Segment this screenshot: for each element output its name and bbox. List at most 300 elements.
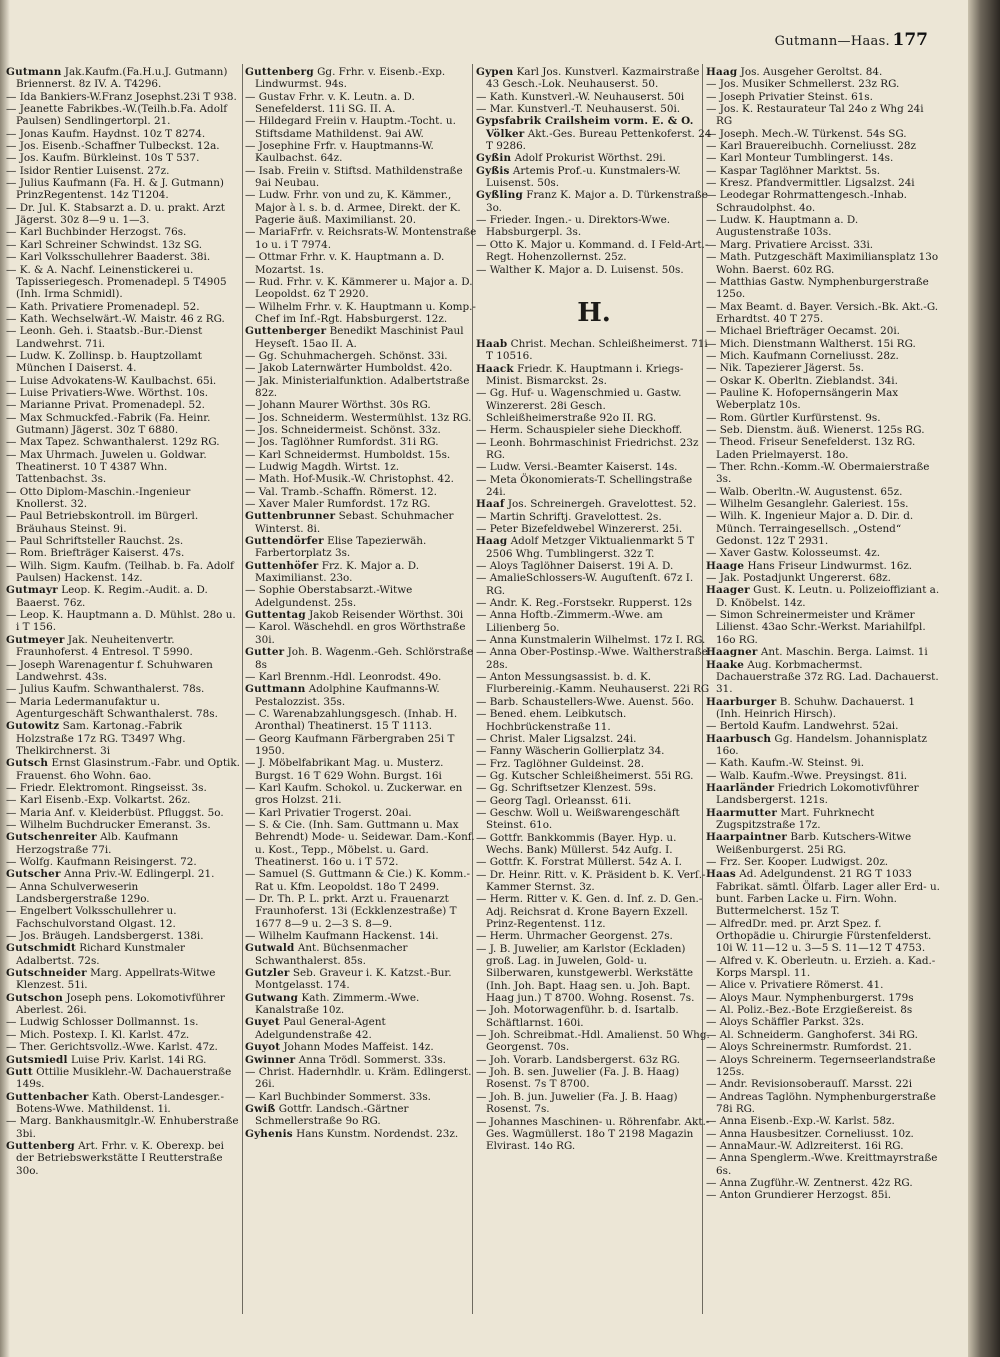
entry-details: Frz. K. Major a. D. Maximilianst. 23o.: [255, 559, 420, 585]
entry-details: — Mich. Kaufmann Corneliusst. 28z.: [706, 349, 899, 362]
directory-entry: [245, 560, 481, 585]
entry-details: — Karl Brauereibuchh. Corneliusst. 28z: [706, 140, 916, 153]
entry-details: — Wilh. Sigm. Kaufm. (Teilhab. b. Fa. Adolf Paulsen) Hackenst. 14z.: [6, 559, 234, 585]
entry-details: — Joh. Vorarb. Landsbergerst. 63z RG.: [476, 1053, 681, 1066]
entry-surname: Gutschenreiter: [6, 831, 97, 844]
directory-entry: [6, 128, 242, 140]
entry-details: — Leop. K. Hauptmann a. D. Mühlst. 28o u. i T 156.: [6, 609, 236, 634]
directory-entry: [706, 807, 942, 832]
entry-details: Sam. Kartonag.-Fabrik Holzstraße 17z RG. T3497 Whg. Thelkirchnerst. 3i: [16, 720, 186, 757]
column-4: [706, 66, 942, 1336]
directory-entry: [6, 547, 242, 559]
directory-entry: [6, 449, 242, 486]
entry-details: — Ludw. K. Hauptmann a. D. Augustenstraße 103s.: [706, 214, 859, 239]
directory-entry: [6, 313, 242, 325]
directory-entry: [476, 387, 712, 424]
directory-entry: [245, 1091, 481, 1103]
directory-entry: [706, 770, 942, 782]
entry-details: Friedr. K. Hauptmann i. Kriegs-Minist. Bismarckst. 2s.: [486, 362, 684, 387]
entry-details: — Jakob Laternwärter Humboldst. 42o.: [245, 362, 453, 375]
directory-entry: [245, 91, 481, 116]
directory-entry: [245, 140, 481, 165]
directory-entry: [706, 387, 942, 412]
entry-details: — Anna Kunstmalerin Wilhelmst. 17z I. RG.: [476, 634, 706, 647]
directory-entry: [706, 992, 942, 1004]
directory-entry: [6, 66, 242, 91]
entry-details: — Jak. Postadjunkt Ungererst. 68z.: [706, 572, 891, 585]
directory-entry: [476, 671, 712, 696]
directory-entry: [476, 832, 712, 857]
entry-details: — Joseph Privatier Steinst. 61s.: [706, 90, 873, 103]
entry-details: Friedrich Lokomotivführer Landsbergerst. 121s.: [716, 781, 919, 807]
directory-entry: [706, 103, 942, 128]
directory-entry: [706, 239, 942, 251]
directory-entry: [245, 992, 481, 1017]
directory-entry: [476, 535, 712, 560]
entry-details: — Gg. Kutscher Schleißheimerst. 55i RG.: [476, 769, 694, 782]
entry-details: — Karl Monteur Tumblingerst. 14s.: [706, 152, 894, 165]
entry-details: — Luise Privatiers-Wwe. Wörthst. 10s.: [6, 386, 208, 399]
entry-details: — Jos. K. Restaurateur Tal 24o z Whg 24i RG: [706, 103, 924, 128]
directory-entry: [245, 412, 481, 424]
entry-surname: Gypsfabrik Crailsheim vorm. E. & O. Völker: [476, 115, 694, 140]
directory-entry: [706, 1054, 942, 1079]
entry-details: Gust. K. Leutn. u. Polizeioffiziant a. D. Knöbelst. 14z.: [716, 584, 940, 609]
directory-entry: [245, 671, 481, 683]
directory-entry: [245, 621, 481, 646]
directory-entry: [6, 807, 242, 819]
directory-entry: [6, 856, 242, 868]
directory-entry: [706, 177, 942, 189]
entry-details: — Herm. Uhrmacher Georgenst. 27s.: [476, 930, 673, 943]
directory-entry: [476, 733, 712, 745]
entry-details: — Mich. Postexp. I. Kl. Karlst. 47z.: [6, 1028, 190, 1041]
entry-details: — Karl Buchbinder Sommerst. 33s.: [245, 1090, 431, 1103]
entry-details: — Aloys Taglöhner Daiserst. 19i A. D.: [476, 560, 674, 573]
entry-details: — Nik. Tapezierer Jägerst. 5s.: [706, 362, 864, 375]
directory-entry: [476, 1091, 712, 1116]
entry-details: Richard Kunstmaler Adalbertst. 72s.: [16, 942, 185, 967]
entry-details: Sebast. Schuhmacher Winterst. 8i.: [255, 510, 454, 535]
entry-surname: Guttenberg: [6, 1139, 75, 1152]
directory-entry: [6, 794, 242, 806]
directory-entry: [6, 1041, 242, 1053]
directory-entry: [6, 202, 242, 227]
entry-details: — Otto K. Major u. Kommand. d. I Feld-Art.-Regt. Hohenzollernst. 25z.: [476, 238, 709, 264]
entry-surname: Gwiß: [245, 1102, 276, 1115]
entry-details: Paul General-Agent Adelgundenstraße 42.: [255, 1016, 386, 1041]
entry-details: — Wilhelm Frhr. v. K. Hauptmann u. Komp.-Chef im Inf.-Rgt. Habsburgerst. 12z.: [245, 300, 476, 325]
directory-entry: [245, 535, 481, 560]
entry-surname: Haaf: [476, 498, 505, 511]
directory-entry: [706, 1152, 942, 1177]
entry-details: Elise Tapezierwäh. Farbertorplatz 3s.: [255, 535, 427, 560]
directory-entry: [6, 1054, 242, 1066]
directory-entry: [245, 1128, 481, 1140]
entry-details: — Martin Schriftj. Gravelottest. 2s.: [476, 510, 662, 523]
entry-details: — Hildegard Freiin v. Hauptm.-Tocht. u. Stiftsdame Mathildenst. 9ai AW.: [245, 115, 456, 140]
directory-entry: [706, 757, 942, 769]
entry-details: — Kath. Wechselwärt.-W. Maistr. 46 z RG.: [6, 312, 225, 325]
entry-details: — Anton Messungsassist. b. d. K. Flurbereinig.-Kamm. Neuhauserst. 22i RG: [476, 671, 710, 696]
entry-surname: Gyßis: [476, 164, 510, 177]
directory-entry: [706, 510, 942, 547]
entry-details: — Andr. K. Reg.-Forstsekr. Rupperst. 12s: [476, 597, 692, 610]
entry-details: — Wilhelm Buchdrucker Emeranst. 3s.: [6, 818, 211, 831]
entry-details: Leop. K. Regim.-Audit. a. D. Baaerst. 76z.: [16, 584, 208, 609]
directory-entry: [245, 807, 481, 819]
directory-entry: [245, 486, 481, 498]
directory-entry: [6, 757, 242, 782]
entry-details: — Joh. B. jun. Juwelier (Fa. J. B. Haag) Rosenst. 7s.: [476, 1090, 678, 1116]
directory-entry: [476, 770, 712, 782]
directory-entry: [476, 930, 712, 942]
directory-entry: [476, 523, 712, 535]
directory-entry: [6, 301, 242, 313]
directory-entry: [476, 758, 712, 770]
directory-entry: [706, 301, 942, 326]
entry-details: — Karl Brennm.-Hdl. Leonrodst. 49o.: [245, 670, 442, 683]
directory-entry: [245, 1103, 481, 1128]
entry-details: — Jeanette Fabrikbes.-W.(Teilh.b.Fa. Adolf Paulsen) Sendlingertorpl. 21.: [6, 103, 228, 128]
entry-details: — Rom. Gürtler Kurfürstenst. 9s.: [706, 411, 881, 424]
entry-details: Hans Kunstm. Nordendst. 23z.: [296, 1127, 459, 1140]
entry-surname: Haarbusch: [706, 732, 772, 745]
entry-details: — Fanny Wäscherin Gollierplatz 34.: [476, 745, 665, 758]
entry-details: — Leonh. Geh. i. Staatsb.-Bur.-Dienst Landwehrst. 71i.: [6, 325, 203, 350]
entry-surname: Haab: [476, 337, 508, 350]
directory-entry: [706, 856, 942, 868]
entry-details: — Math. Putzgeschäft Maximiliansplatz 13o Wohn. Baerst. 60z RG.: [706, 251, 939, 276]
directory-entry: [245, 893, 481, 930]
entry-details: — Max Beamt. d. Bayer. Versich.-Bk. Akt.-G. Erhardtst. 40 T 275.: [706, 300, 939, 325]
entry-details: — Math. Hof-Musik.-W. Christophst. 42.: [245, 473, 454, 486]
entry-details: — Joseph. Mech.-W. Türkenst. 54s SG.: [706, 127, 907, 140]
directory-entry: [706, 572, 942, 584]
directory-entry: [476, 782, 712, 794]
directory-entry: [6, 140, 242, 152]
entry-details: — Xaver Gastw. Kolosseumst. 4z.: [706, 547, 881, 560]
directory-entry: [6, 819, 242, 831]
directory-entry: [245, 301, 481, 326]
directory-entry: [706, 1078, 942, 1090]
directory-entry: [245, 1066, 481, 1091]
entry-surname: Gyßling: [476, 189, 523, 202]
directory-entry: [706, 276, 942, 301]
directory-entry: [706, 412, 942, 424]
entry-details: — Simon Schreinermeister und Krämer Lilienst. 43ao Schr.-Werkst. Mariahilfpl. 16o RG.: [706, 609, 926, 646]
entry-details: — Geschw. Woll u. Weißwarengeschäft Steinst. 61o.: [476, 806, 680, 832]
entry-details: — Maria Anf. v. Kleiderbüst. Pfluggst. 5o.: [6, 806, 224, 819]
directory-entry: [245, 362, 481, 374]
directory-entry: [706, 350, 942, 362]
entry-details: — Andreas Taglöhn. Nymphenburgerstraße 78i RG.: [706, 1090, 936, 1115]
directory-entry: [6, 1115, 242, 1140]
entry-details: — Gustav Frhr. v. K. Leutn. a. D. Senefelderst. 11i SG. II. A.: [245, 90, 415, 116]
directory-entry: [706, 375, 942, 387]
entry-details: — Ludwig Schlosser Dollmannst. 1s.: [6, 1016, 199, 1029]
entry-details: — Aloys Schreinermstr. Rumfordst. 21.: [706, 1041, 912, 1054]
entry-details: — Ludw. Frhr. von und zu, K. Kämmer., Major à l. s. b. d. Armee, Direkt. der K. Pagerie äuß. Maximilianst. 20.: [245, 189, 461, 227]
entry-details: — Wilh. K. Ingenieur Major a. D. Dir. d. Münch. Terraingesellsch. „Ostend“ Gedonst. 12z T 2931.: [706, 510, 914, 548]
entry-details: — Ottmar Frhr. v. K. Hauptmann a. D. Mozartst. 1s.: [245, 251, 445, 276]
entry-details: — Anna Hoftb.-Zimmerm.-Wwe. am Lilienberg 5o.: [476, 609, 663, 634]
entry-details: — Al. Schneiderm. Ganghoferst. 34i RG.: [706, 1028, 918, 1041]
page-number: 177: [892, 30, 928, 50]
directory-entry: [6, 1140, 242, 1177]
directory-entry: [476, 511, 712, 523]
directory-entry: [245, 165, 481, 190]
entry-surname: Guttenbacher: [6, 1090, 89, 1103]
entry-details: — Aloys Maur. Nymphenburgerst. 179s: [706, 991, 914, 1004]
directory-entry: [245, 967, 481, 992]
directory-entry: [706, 338, 942, 350]
directory-entry: [245, 930, 481, 942]
entry-details: Christ. Mechan. Schleißheimerst. 71i T 10516.: [486, 337, 708, 363]
entry-surname: Gutmann: [6, 66, 62, 78]
entry-surname: Haager: [706, 584, 750, 597]
entry-details: — Wolfg. Kaufmann Reisingerst. 72.: [6, 856, 197, 868]
directory-entry: [476, 165, 712, 190]
entry-surname: Gutwald: [245, 942, 295, 955]
entry-details: — Frieder. Ingen.- u. Direktors-Wwe. Habsburgerpl. 3s.: [476, 214, 671, 239]
entry-details: — J. B. Juwelier, am Karlstor (Eckladen) groß. Lag. in Juwelen, Gold- u. Silberwaren, kunstgewerbl. Werkstätte (Inh. Joh. Bapt. Haag sen. u. Joh. Bapt. Haag jun.) T 8700. Wohng. Rosenst. 7s.: [476, 942, 695, 1005]
entry-details: Jakob Reisender Wörthst. 30i: [309, 609, 464, 622]
entry-details: — Karl Volksschullehrer Baaderst. 38i.: [6, 251, 211, 264]
entry-details: — Walb. Oberltn.-W. Augustenst. 65z.: [706, 485, 903, 498]
directory-entry: [245, 683, 481, 708]
entry-details: Gg. Frhr. v. Eisenb.-Exp. Lindwurmst. 94s.: [255, 66, 446, 91]
column-1: [6, 66, 242, 1336]
entry-surname: Haarburger: [706, 695, 777, 708]
entry-details: — Frz. Taglöhner Guldeinst. 28.: [476, 757, 645, 770]
directory-entry: [476, 634, 712, 646]
entry-details: — Paul Schriftsteller Rauchst. 2s.: [6, 535, 184, 548]
entry-details: — Wilhelm Kaufmann Hackenst. 14i.: [245, 930, 439, 943]
entry-details: — Anna Schulverweserin Landsbergerstraße 129o.: [6, 880, 150, 906]
entry-details: — Julius Kaufmann (Fa. H. & J. Gutmann) PrinzRegentenst. 14z T1204.: [6, 177, 224, 202]
entry-details: — Anna Spenglerm.-Wwe. Kreittmayrstraße 6s.: [706, 1152, 938, 1177]
directory-entry: [245, 436, 481, 448]
directory-entry: [6, 881, 242, 906]
entry-details: — Ludw. K. Zollinsp. b. Hauptzollamt München I Daiserst. 4.: [6, 349, 202, 375]
entry-details: — Jak. Ministerialfunktion. Adalbertstraße 82z.: [245, 374, 470, 399]
entry-details: — Jos. Eisenb.-Schaffner Tulbeckst. 12a.: [6, 140, 220, 153]
book-spine: [968, 0, 1000, 1357]
entry-surname: Haarpaintner: [706, 831, 788, 844]
entry-details: — Samuel (S. Guttmann & Cie.) K. Komm.-Rat u. Kfm. Leopoldst. 18o T 2499.: [245, 868, 471, 893]
directory-entry: [245, 1016, 481, 1041]
entry-details: Jos. Schreinergeh. Gravelottest. 52.: [507, 498, 697, 511]
entry-details: — Isidor Rentier Luisenst. 27z.: [6, 164, 170, 177]
entry-surname: Gutmayr: [6, 584, 58, 597]
entry-details: Aug. Korbmachermst. Dachauerstraße 37z RG. Lad. Dachauerst. 31.: [716, 658, 939, 696]
directory-entry: [706, 362, 942, 374]
directory-entry: [706, 1128, 942, 1140]
directory-entry: [476, 856, 712, 868]
directory-entry: [6, 264, 242, 301]
entry-details: — Ludw. Versi.-Beamter Kaiserst. 14s.: [476, 461, 678, 474]
entry-details: — Anna Ober-Postinsp.-Wwe. Waltherstraße 28s.: [476, 646, 708, 671]
entry-surname: Guttenberger: [245, 325, 327, 338]
entry-details: — Oskar K. Oberltn. Zieblandst. 34i.: [706, 374, 898, 387]
entry-details: — Christ. Hadernhdlr. u. Kräm. Edlingerst. 26i.: [245, 1065, 472, 1091]
entry-surname: Haake: [706, 658, 745, 671]
directory-entry: [6, 992, 242, 1017]
directory-entry: [6, 831, 242, 856]
entry-details: Hans Friseur Lindwurmst. 16z.: [747, 559, 913, 572]
directory-entry: [706, 189, 942, 214]
entry-details: — Ther. Gerichtsvollz.-Wwe. Karlst. 47z.: [6, 1041, 218, 1054]
entry-surname: Gutschon: [6, 991, 64, 1004]
entry-details: — Barb. Schaustellers-Wwe. Auenst. 56o.: [476, 695, 695, 708]
directory-entry: [245, 449, 481, 461]
directory-entry: [706, 560, 942, 572]
directory-entry: [6, 165, 242, 177]
entry-details: — Jos. Schneiderm. Westermühlst. 13z RG.: [245, 411, 472, 424]
entry-details: — Maria Ledermanufaktur u. Agenturgeschäft Schwanthalerst. 78s.: [6, 695, 218, 720]
entry-details: — Joseph Warenagentur f. Schuhwaren Landwehrst. 43s.: [6, 658, 213, 683]
entry-details: B. Schuhw. Dachauerst. 1 (Inh. Heinrich Hirsch).: [716, 695, 916, 720]
directory-entry: [6, 91, 242, 103]
entry-details: — Georg Kaufmann Färbergraben 25i T 1950.: [245, 732, 455, 757]
directory-entry: [245, 189, 481, 226]
entry-details: — Karl Kaufm. Schokol. u. Zuckerwar. en gros Holzst. 21i.: [245, 781, 463, 807]
entry-details: — Seb. Dienstm. äuß. Wienerst. 125s RG.: [706, 423, 925, 436]
directory-entry: [476, 474, 712, 499]
entry-details: — Isab. Freiin v. Stiftsd. Mathildenstraße 9ai Neubau.: [245, 164, 463, 190]
entry-details: — Gottfr. K. Forstrat Müllerst. 54z A. I.: [476, 856, 682, 869]
entry-details: Jak. Neuheitenvertr. Fraunhoferst. 4 Entresol. T 5990.: [16, 633, 193, 659]
entry-surname: Guttmann: [245, 683, 306, 696]
entry-details: — Jonas Kaufm. Haydnst. 10z T 8274.: [6, 127, 206, 140]
entry-details: — Josephine Frfr. v. Hauptmanns-W. Kaulbachst. 64z.: [245, 140, 434, 165]
entry-details: — Dr. Jul. K. Stabsarzt a. D. u. prakt. Arzt Jägerst. 30z 8—9 u. 1—3.: [6, 201, 225, 227]
directory-entry: [245, 868, 481, 893]
directory-entry: [476, 437, 712, 462]
entry-details: Luise Priv. Karlst. 14i RG.: [70, 1053, 207, 1066]
entry-details: — Peter Bizefeldwebel Winzererst. 25i.: [476, 523, 683, 535]
directory-entry: [245, 609, 481, 621]
entry-details: Gg. Handelsm. Johannisplatz 16o.: [716, 732, 928, 757]
directory-entry: [6, 436, 242, 448]
directory-entry: [6, 350, 242, 375]
entry-details: Benedikt Maschinist Paul Heyseſt. 15ao II. A.: [255, 325, 464, 350]
column-2: [245, 66, 481, 1336]
directory-entry: [476, 424, 712, 436]
entry-details: — Wilhelm Gesanglehr. Galeriest. 15s.: [706, 498, 909, 511]
entry-details: — Marg. Privatiere Arcisst. 33i.: [706, 238, 874, 251]
entry-surname: Gyhenis: [245, 1127, 293, 1140]
directory-entry: [476, 696, 712, 708]
entry-details: — Dr. Th. P. L. prkt. Arzt u. Frauenarzt Fraunhoferst. 13i (Eckklenzestraße) T 1677 8—9 u. 2—3 S. 8—9.: [245, 893, 457, 930]
entry-details: Jos. Ausgeher Geroltst. 84.: [740, 66, 883, 78]
entry-surname: Gutsmiedl: [6, 1053, 68, 1066]
directory-entry: [476, 189, 712, 214]
directory-entry: [6, 152, 242, 164]
directory-entry: [476, 363, 712, 388]
entry-details: — Rud. Frhr. v. K. Kämmerer u. Major a. D. Leopoldst. 6z T 2920.: [245, 275, 473, 301]
directory-entry: [706, 214, 942, 239]
entry-details: — Gg. Schriftsetzer Klenzest. 59s.: [476, 782, 657, 795]
directory-entry: [245, 819, 481, 868]
directory-entry: [706, 979, 942, 991]
entry-details: Adolphine Kaufmanns-W. Pestalozzist. 35s.: [255, 683, 440, 708]
directory-entry: [706, 251, 942, 276]
directory-entry: [476, 461, 712, 473]
directory-entry: [6, 1091, 242, 1116]
directory-entry: [476, 239, 712, 264]
directory-entry: [6, 584, 242, 609]
directory-entry: [245, 350, 481, 362]
directory-entry: [476, 1004, 712, 1029]
entry-details: — Max Tapez. Schwanthalerst. 129z RG.: [6, 436, 220, 449]
entry-details: — Gg. Huf- u. Wagenschmied u. Gastw. Winzererst. 28i Gesch. Schleißheimerstraße 92o II. RG.: [476, 387, 682, 424]
entry-surname: Gwinner: [245, 1053, 296, 1066]
entry-details: — Val. Tramb.-Schaffn. Römerst. 12.: [245, 485, 437, 498]
entry-details: Alb. Kaufmann Herzogstraße 77i.: [16, 831, 179, 856]
directory-entry: [6, 720, 242, 757]
entry-details: — Meta Ökonomierats-T. Schellingstraße 24i.: [476, 473, 693, 498]
entry-surname: Gyßin: [476, 152, 512, 165]
directory-entry: [706, 165, 942, 177]
entry-surname: Haarmutter: [706, 806, 777, 819]
entry-details: Karl Jos. Kunstverl. Kazmairstraße 43 Gesch.-Lok. Neuhauserst. 50.: [486, 66, 700, 91]
entry-details: — Kath. Kaufm.-W. Steinst. 9i.: [706, 757, 864, 770]
directory-entry: [6, 967, 242, 992]
entry-surname: Gypen: [476, 66, 514, 78]
entry-details: — Jos. Musiker Schmellerst. 23z RG.: [706, 78, 900, 91]
directory-entry: [706, 78, 942, 90]
entry-details: — Paul Betriebskontroll. im Bürgerl. Bräuhaus Steinst. 9i.: [6, 510, 199, 535]
directory-entry: [245, 375, 481, 400]
directory-entry: [6, 103, 242, 128]
entry-surname: Haas: [706, 868, 736, 881]
directory-entry: [6, 177, 242, 202]
directory-entry: [245, 473, 481, 485]
column-rule: [242, 64, 243, 1314]
directory-entry: [706, 955, 942, 980]
entry-details: — Mar. Kunstverl.-T. Neuhauserst. 50i.: [476, 103, 681, 116]
directory-entry: [6, 930, 242, 942]
directory-entry: [706, 66, 942, 78]
entry-surname: Gutschmidt: [6, 942, 76, 955]
directory-entry: [706, 918, 942, 955]
entry-details: — Luise Advokatens-W. Kaulbachst. 65i.: [6, 374, 217, 387]
directory-entry: [6, 387, 242, 399]
entry-details: — Dr. Heinr. Ritt. v. K. Präsident b. K. Verſ.-Kammer Sternst. 3z.: [476, 868, 706, 893]
directory-entry: [6, 782, 242, 794]
entry-details: — Jos. Taglöhner Rumfordst. 31i RG.: [245, 436, 439, 449]
entry-details: Johann Modes Maffeist. 14z.: [283, 1041, 434, 1054]
entry-details: Mart. Fuhrknecht Zugspitzstraße 17z.: [716, 806, 875, 831]
entry-details: — Walb. Kaufm.-Wwe. Preysingst. 81i.: [706, 769, 908, 782]
entry-details: — Johannes Maschinen- u. Röhrenfabr. Akt.-Ges. Wagmüllerst. 18o T 2198 Magazin Elvirast. 14o RG.: [476, 1115, 710, 1153]
directory-entry: [245, 584, 481, 609]
directory-entry: [6, 226, 242, 238]
entry-details: — Otto Diplom-Maschin.-Ingenieur Knollerst. 32.: [6, 485, 191, 511]
entry-details: — Walther K. Major a. D. Luisenst. 50s.: [476, 263, 684, 276]
directory-entry: [706, 584, 942, 609]
directory-entry: [476, 708, 712, 733]
entry-details: — Bened. ehem. Leibkutsch. Hochbrückenstraße 11.: [476, 708, 627, 733]
directory-entry: [476, 1029, 712, 1054]
entry-details: — Marianne Privat. Promenadepl. 52.: [6, 399, 205, 412]
entry-details: — Karl Schneidermst. Humboldst. 15s.: [245, 448, 451, 461]
directory-entry: [476, 893, 712, 930]
entry-details: — Jos. Schneidermeist. Schönst. 33z.: [245, 423, 441, 436]
entry-details: — Pauline K. Hofopernsängerin Max Weberplatz 10s.: [706, 386, 899, 412]
